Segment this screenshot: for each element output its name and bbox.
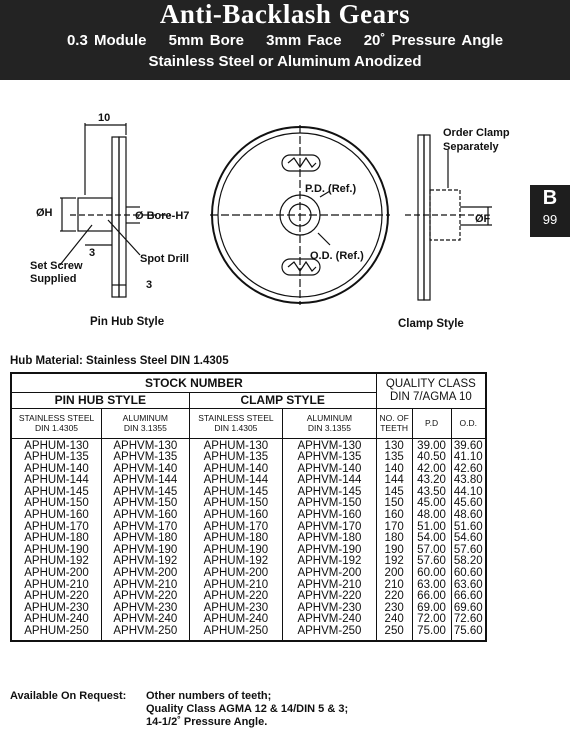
table-cell: APHUM-170 (189, 522, 283, 534)
column-headers (11, 408, 486, 438)
table-cell: APHVM-160 (283, 510, 377, 522)
section-tab (530, 185, 570, 237)
clamp-plate-left (418, 135, 424, 300)
table-cell: APHVM-170 (283, 522, 377, 534)
table-cell: 144 (376, 475, 412, 487)
table-cell: 63.00 (412, 580, 451, 592)
table-cell: APHUM-250 (189, 626, 283, 641)
table-cell: APHUM-135 (11, 452, 102, 464)
table-cell: 170 (376, 522, 412, 534)
table-cell: APHUM-180 (189, 533, 283, 545)
col-header (376, 408, 412, 438)
table-cell: 60.60 (451, 568, 486, 580)
table-row (11, 510, 486, 522)
col-header-line1: O.D. (459, 418, 477, 428)
clamp-style-header: CLAMP STYLE (189, 392, 376, 408)
table-cell: APHVM-135 (283, 452, 377, 464)
stock-table (10, 372, 487, 642)
table-cell: 48.00 (412, 510, 451, 522)
table-cell: 58.20 (451, 556, 486, 568)
table-cell: 43.80 (451, 475, 486, 487)
table-cell: 145 (376, 487, 412, 499)
technical-drawing (0, 95, 530, 345)
col-header (412, 408, 451, 438)
table-cell: 51.00 (412, 522, 451, 534)
table-cell: APHVM-220 (283, 591, 377, 603)
table-cell: 192 (376, 556, 412, 568)
table-cell: APHUM-250 (11, 626, 102, 641)
table-cell: APHVM-130 (283, 438, 377, 452)
table-cell: 140 (376, 464, 412, 476)
od-label: O.D. (Ref.) (310, 250, 364, 262)
col-header (11, 408, 102, 438)
table-cell: APHUM-160 (11, 510, 102, 522)
pd-label: P.D. (Ref.) (305, 183, 357, 195)
table-cell: APHUM-190 (11, 545, 102, 557)
dim-hub-length: 3 (89, 247, 96, 259)
table-body (11, 438, 486, 641)
table-cell: APHUM-230 (189, 603, 283, 615)
table-cell: APHUM-180 (11, 533, 102, 545)
gear-plate-left (112, 137, 119, 297)
table-cell: APHVM-135 (102, 452, 190, 464)
col-header-line1: STAINLESS STEEL (18, 413, 95, 423)
table-cell: 230 (376, 603, 412, 615)
table-cell: APHVM-200 (102, 568, 190, 580)
table-cell: APHVM-144 (102, 475, 190, 487)
table-cell: 45.00 (412, 498, 451, 510)
table-cell: 75.00 (412, 626, 451, 641)
table-cell: APHVM-145 (283, 487, 377, 499)
dim-width: 10 (98, 112, 111, 124)
table-cell: APHVM-140 (102, 464, 190, 476)
table-cell: APHVM-130 (102, 438, 190, 452)
table-cell: APHUM-220 (11, 591, 102, 603)
table-cell: APHUM-150 (189, 498, 283, 510)
table-cell: 43.50 (412, 487, 451, 499)
table-cell: 130 (376, 438, 412, 452)
table-cell: 54.00 (412, 533, 451, 545)
table-cell: APHVM-210 (283, 580, 377, 592)
table-cell: APHVM-200 (283, 568, 377, 580)
table-cell: APHVM-250 (283, 626, 377, 641)
table-cell: APHUM-200 (11, 568, 102, 580)
available-options (146, 690, 348, 729)
available-line: Other numbers of teeth; (146, 690, 272, 702)
table-cell: APHUM-220 (189, 591, 283, 603)
table-cell: APHUM-210 (189, 580, 283, 592)
col-header-line2: TEETH (380, 423, 409, 433)
table-cell: APHVM-240 (283, 614, 377, 626)
order-clamp-label: Order Clamp Separately (443, 127, 510, 153)
table-cell: 40.50 (412, 452, 451, 464)
col-header-line1: ALUMINUM (122, 413, 169, 423)
table-cell: APHUM-144 (189, 475, 283, 487)
page-title: Anti-Backlash Gears (159, 0, 411, 29)
table-cell: 72.60 (451, 614, 486, 626)
table-cell: APHUM-130 (11, 438, 102, 452)
table-cell: APHUM-200 (189, 568, 283, 580)
col-header-line1: ALUMINUM (306, 413, 353, 423)
table-cell: 210 (376, 580, 412, 592)
table-cell: APHUM-240 (11, 614, 102, 626)
page-number: 99 (542, 212, 558, 227)
pin-hub-caption: Pin Hub Style (90, 316, 165, 328)
table-cell: APHVM-192 (102, 556, 190, 568)
table-cell: 57.60 (412, 556, 451, 568)
table-cell: 39.60 (451, 438, 486, 452)
col-header (102, 408, 190, 438)
table-cell: 240 (376, 614, 412, 626)
table-cell: APHUM-240 (189, 614, 283, 626)
table-cell: APHUM-160 (189, 510, 283, 522)
table-cell: APHVM-250 (102, 626, 190, 641)
table-cell: APHUM-230 (11, 603, 102, 615)
table-row (11, 452, 486, 464)
table-cell: APHUM-192 (189, 556, 283, 568)
set-screw-label: Set Screw Supplied (30, 260, 83, 285)
col-header-line1: NO. OF (379, 413, 409, 423)
table-cell: APHVM-140 (283, 464, 377, 476)
section-letter: B (542, 187, 558, 209)
table-cell: APHUM-190 (189, 545, 283, 557)
page-header (0, 0, 570, 80)
table-cell: APHVM-230 (283, 603, 377, 615)
available-line: Quality Class AGMA 12 & 14/DIN 5 & 3; (146, 703, 349, 715)
spec-bore: 5mm Bore (168, 32, 244, 49)
table-cell: APHVM-230 (102, 603, 190, 615)
table-cell: 57.00 (412, 545, 451, 557)
table-cell: APHUM-140 (11, 464, 102, 476)
table-cell: 48.60 (451, 510, 486, 522)
available-line: 14-1/2˚ Pressure Angle. (146, 716, 268, 728)
available-label: Available On Request: (10, 690, 127, 702)
clamp-caption: Clamp Style (398, 318, 464, 330)
table-cell: APHVM-180 (283, 533, 377, 545)
table-cell: APHVM-150 (102, 498, 190, 510)
table-cell: 160 (376, 510, 412, 522)
dim-bore: Ø Bore-H7 (135, 210, 190, 222)
table-cell: 41.10 (451, 452, 486, 464)
table-cell: 45.60 (451, 498, 486, 510)
table-cell: APHUM-130 (189, 438, 283, 452)
table-cell: APHUM-140 (189, 464, 283, 476)
spec-line (0, 32, 570, 49)
col-header-line2: DIN 3.1355 (307, 423, 351, 433)
table-cell: 42.00 (412, 464, 451, 476)
dim-face: 3 (146, 279, 153, 291)
table-cell: 69.00 (412, 603, 451, 615)
table-cell: APHVM-145 (102, 487, 190, 499)
table-cell: 150 (376, 498, 412, 510)
table-cell: APHUM-145 (189, 487, 283, 499)
table-cell: APHUM-170 (11, 522, 102, 534)
table-cell: APHVM-192 (283, 556, 377, 568)
col-header (283, 408, 377, 438)
table-cell: 220 (376, 591, 412, 603)
col-header-line1: STAINLESS STEEL (198, 413, 274, 423)
table-cell: 60.00 (412, 568, 451, 580)
clamp-plate-right (424, 135, 430, 300)
col-header (451, 408, 486, 438)
table-cell: APHVM-180 (102, 533, 190, 545)
table-cell: APHUM-144 (11, 475, 102, 487)
dim-hub-diameter: ØH (36, 207, 53, 219)
table-cell: APHVM-170 (102, 522, 190, 534)
table-cell: 43.20 (412, 475, 451, 487)
table-cell: 63.60 (451, 580, 486, 592)
table-cell: 57.60 (451, 545, 486, 557)
table-cell: 72.00 (412, 614, 451, 626)
table-cell: APHUM-135 (189, 452, 283, 464)
spot-drill-label: Spot Drill (140, 253, 189, 265)
table-cell: 66.00 (412, 591, 451, 603)
table-cell: APHUM-192 (11, 556, 102, 568)
slot-top (282, 155, 320, 171)
gear-plate-right (119, 137, 126, 297)
table-cell: 180 (376, 533, 412, 545)
table-cell: 51.60 (451, 522, 486, 534)
table-cell: APHVM-150 (283, 498, 377, 510)
spec-face: 3mm Face (266, 32, 342, 49)
table-cell: APHVM-240 (102, 614, 190, 626)
spec-module: 0.3 Module (66, 32, 147, 49)
table-cell: APHUM-145 (11, 487, 102, 499)
table-cell: 75.60 (451, 626, 486, 641)
col-header-line2: DIN 3.1355 (123, 423, 167, 433)
table-cell: 54.60 (451, 533, 486, 545)
pin-hub-style-header: PIN HUB STYLE (11, 392, 189, 408)
spec-pressure-angle: 20˚ Pressure Angle (363, 32, 504, 49)
table-cell: 66.60 (451, 591, 486, 603)
col-header-line2: DIN 1.4305 (214, 423, 258, 433)
table-cell: APHVM-190 (283, 545, 377, 557)
hub-material-note: Hub Material: Stainless Steel DIN 1.4305 (10, 355, 229, 367)
table-cell: APHUM-210 (11, 580, 102, 592)
table-cell: APHVM-144 (283, 475, 377, 487)
table-cell: 44.10 (451, 487, 486, 499)
quality-class-header: QUALITY CLASS DIN 7/AGMA 10 (376, 373, 486, 408)
col-header-line2: DIN 1.4305 (35, 423, 79, 433)
table-cell: APHVM-210 (102, 580, 190, 592)
col-header-line1: P.D (425, 418, 439, 428)
table-cell: 69.60 (451, 603, 486, 615)
table-cell: 39.00 (412, 438, 451, 452)
table-cell: APHVM-220 (102, 591, 190, 603)
table-cell: APHVM-190 (102, 545, 190, 557)
table-row (11, 626, 486, 641)
table-cell: 190 (376, 545, 412, 557)
dim-clamp-diameter: ØF (475, 213, 491, 225)
table-cell: 42.60 (451, 464, 486, 476)
table-cell: 135 (376, 452, 412, 464)
col-header (189, 408, 283, 438)
page-subtitle: Stainless Steel or Aluminum Anodized (148, 53, 422, 70)
table-cell: APHUM-150 (11, 498, 102, 510)
table-row (11, 568, 486, 580)
table-row (11, 438, 486, 452)
table-cell: 200 (376, 568, 412, 580)
stock-number-header: STOCK NUMBER (11, 373, 376, 392)
table-cell: 250 (376, 626, 412, 641)
table-cell: APHVM-160 (102, 510, 190, 522)
